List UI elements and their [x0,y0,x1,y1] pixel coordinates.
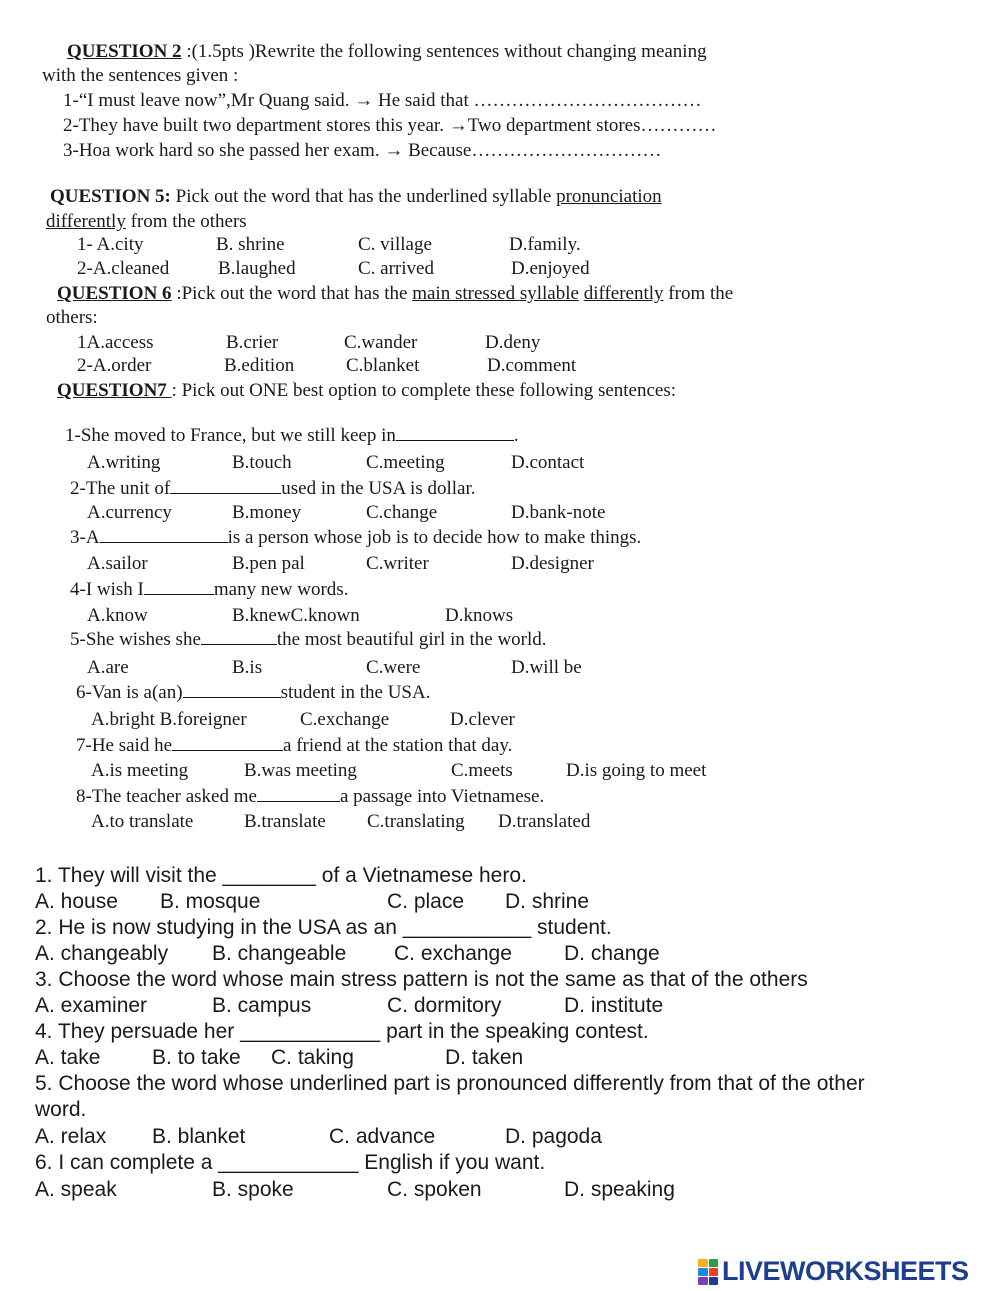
p2-q5-a: A. relax [35,1125,107,1148]
q5-text1: Pick out the word that has the underlined syllable [170,186,557,207]
p2-q4-b: B. to take [152,1046,241,1069]
q5-line2 [46,212,247,231]
q7-3-opt-b: B.pen pal [232,553,305,574]
q7-item-3 [70,528,641,547]
q7-item-2 [70,479,476,498]
p2-q6-b: B. spoke [212,1178,294,1201]
q7-item-7-pre: 7-He said he [76,735,173,756]
q7-item-7-blank [172,749,283,751]
q6-r1-c: C.wander [344,332,418,353]
q7-1-opt-d: D.contact [511,452,585,473]
q7-item-8-pre: 8-The teacher asked me [76,786,257,807]
p2-q4-c: C. taking [271,1046,354,1069]
p2-q4-d: D. taken [445,1046,524,1069]
q7-item-5 [70,630,547,649]
q6-r1-a: 1A.access [77,332,154,353]
p2-q1: 1. They will visit the ________ of a Vietnamese hero. [35,864,527,887]
q7-heading-rest: : Pick out ONE best option to complete these following sentences: [171,380,677,401]
q7-item-4 [70,580,348,599]
p2-q5-line2: word. [35,1098,87,1121]
q7-6-opt-ab: A.bright B.foreigner [91,709,247,730]
p2-q4-a: A. take [35,1046,101,1069]
q7-item-6-post: student in the USA. [280,682,431,703]
q7-1-opt-a: A.writing [87,452,161,473]
q6-r2-c: C.blanket [346,355,420,376]
p2-q6-a: A. speak [35,1178,117,1201]
q7-item-4-blank [144,593,214,595]
q7-6-opt-d: D.clever [450,709,515,730]
p2-q5-d: D. pagoda [505,1125,602,1148]
q7-8-opt-d: D.translated [498,811,591,832]
q7-3-opt-c: C.writer [366,553,429,574]
q7-item-1-pre: 1-She moved to France, but we still keep in [65,425,396,446]
q7-item-4-post: many new words. [213,579,349,600]
q7-3-opt-d: D.designer [511,553,594,574]
q7-2-opt-a: A.currency [87,502,172,523]
q6-heading-line [57,284,733,303]
p2-q1-c: C. place [387,890,465,913]
q7-item-8-post: a passage into Vietnamese. [339,786,545,807]
p2-q5-line1: 5. Choose the word whose underlined part is pronounced differently from that of the other [35,1072,865,1095]
q7-5-opt-a: A.are [87,657,129,678]
p2-q2-d: D. change [564,942,660,965]
p2-q2-a: A. changeably [35,942,169,965]
q5-r2-a: 2-A.cleaned [77,258,170,279]
q6-text-u1: main stressed syllable [412,283,579,304]
q7-7-opt-c: C.meets [451,760,513,781]
p2-q2-b: B. changeable [212,942,347,965]
q5-r1-a: 1- A.city [77,234,144,255]
q2-item-2: 2-They have built two department stores this year. →Two department stores………… [63,115,717,136]
q7-1-opt-b: B.touch [232,452,292,473]
p2-q5-b: B. blanket [152,1125,246,1148]
q2-item-3: 3-Hoa work hard so she passed her exam. → Because………………………… [63,140,662,161]
p2-q2: 2. He is now studying in the USA as an ___________ student. [35,916,612,939]
q7-heading-line [57,381,676,400]
p2-q3-d: D. institute [564,994,664,1017]
q7-8-opt-b: B.translate [244,811,326,832]
q7-2-opt-b: B.money [232,502,302,523]
q5-heading: QUESTION 5: [50,186,171,207]
q7-item-1 [65,426,519,445]
q5-r1-d: D.family. [509,234,581,255]
q7-5-opt-d: D.will be [511,657,582,678]
q7-item-5-post: the most beautiful girl in the world. [276,629,547,650]
p2-q6-d: D. speaking [564,1178,675,1201]
p2-q2-c: C. exchange [394,942,512,965]
q6-heading: QUESTION 6 [57,283,172,304]
q7-item-5-blank [201,643,277,645]
q7-item-6-pre: 6-Van is a(an) [76,682,183,703]
q7-item-7-post: a friend at the station that day. [283,735,513,756]
q7-5-opt-c: C.were [366,657,421,678]
q5-r2-c: C. arrived [358,258,434,279]
p2-q3-b: B. campus [212,994,312,1017]
p2-q3: 3. Choose the word whose main stress pattern is not the same as that of the others [35,968,808,991]
q6-r2-a: 2-A.order [77,355,152,376]
q6-line2: others: [46,307,98,328]
q6-r1-d: D.deny [485,332,541,353]
q7-7-opt-a: A.is meeting [91,760,189,781]
q7-item-3-pre: 3-A [70,527,100,548]
q5-heading-line [50,187,662,206]
q7-4-opt-a: A.know [87,605,148,626]
q7-item-8-blank [257,800,340,802]
q7-2-opt-c: C.change [366,502,438,523]
p2-q3-a: A. examiner [35,994,148,1017]
q7-heading: QUESTION7 [57,380,172,401]
p2-q3-c: C. dormitory [387,994,502,1017]
q7-item-1-post: . [513,425,519,446]
q5-text2: from the others [125,211,247,232]
q7-item-2-post: used in the USA is dollar. [281,478,476,499]
q7-4-opt-d: D.knows [445,605,514,626]
q7-3-opt-a: A.sailor [87,553,148,574]
q7-8-opt-c: C.translating [367,811,465,832]
q2-heading: QUESTION 2 [67,41,182,62]
q6-text-a: :Pick out the word that has the [171,283,413,304]
q7-item-3-post: is a person whose job is to decide how to make things. [227,527,642,548]
q7-item-1-blank [396,439,514,441]
p2-q6: 6. I can complete a ____________ English if you want. [35,1151,546,1174]
q2-heading-line [67,42,707,61]
q7-7-opt-b: B.was meeting [244,760,357,781]
p2-q5-c: C. advance [329,1125,436,1148]
q7-7-opt-d: D.is going to meet [566,760,707,781]
p2-q1-a: A. house [35,890,118,913]
q7-8-opt-a: A.to translate [91,811,194,832]
q7-item-5-pre: 5-She wishes she [70,629,201,650]
p2-q1-d: D. shrine [505,890,590,913]
p2-q1-b: B. mosque [160,890,261,913]
q2-line2: with the sentences given : [42,65,239,86]
q6-r2-d: D.comment [487,355,577,376]
q7-2-opt-d: D.bank-note [511,502,606,523]
q6-text-u2: differently [583,283,664,304]
q7-1-opt-c: C.meeting [366,452,445,473]
p2-q4: 4. They persuade her ____________ part in the speaking contest. [35,1020,649,1043]
q6-r1-b: B.crier [226,332,279,353]
q7-item-6 [76,683,430,702]
q5-r1-b: B. shrine [216,234,285,255]
q2-heading-rest: :(1.5pts )Rewrite the following sentences without changing meaning [181,41,707,62]
q7-item-4-pre: 4-I wish I [70,579,144,600]
p2-q6-c: C. spoken [387,1178,482,1201]
q6-text-b: from the [663,283,734,304]
q7-4-opt-b: B.knewC.known [232,605,360,626]
q5-r1-c: C. village [358,234,432,255]
liveworksheets-wordmark: LIVEWORKSHEETS [722,1256,969,1286]
q7-item-2-blank [170,492,281,494]
liveworksheets-logo-icon [698,1259,718,1285]
q5-text2-underlined: differently [46,211,126,232]
q7-5-opt-b: B.is [232,657,263,678]
q7-item-7 [76,736,512,755]
q2-item-1: 1-“I must leave now”,Mr Quang said. → He said that ……………………………… [63,90,702,111]
q5-r2-d: D.enjoyed [511,258,590,279]
q6-r2-b: B.edition [224,355,295,376]
q7-item-8 [76,787,544,806]
q5-text1-underlined: pronunciation [556,186,662,207]
q7-item-3-blank [100,541,228,543]
q7-item-2-pre: 2-The unit of [70,478,171,499]
q7-6-opt-c: C.exchange [300,709,390,730]
liveworksheets-logo [698,1256,969,1287]
q7-item-6-blank [183,696,281,698]
q5-r2-b: B.laughed [218,258,296,279]
